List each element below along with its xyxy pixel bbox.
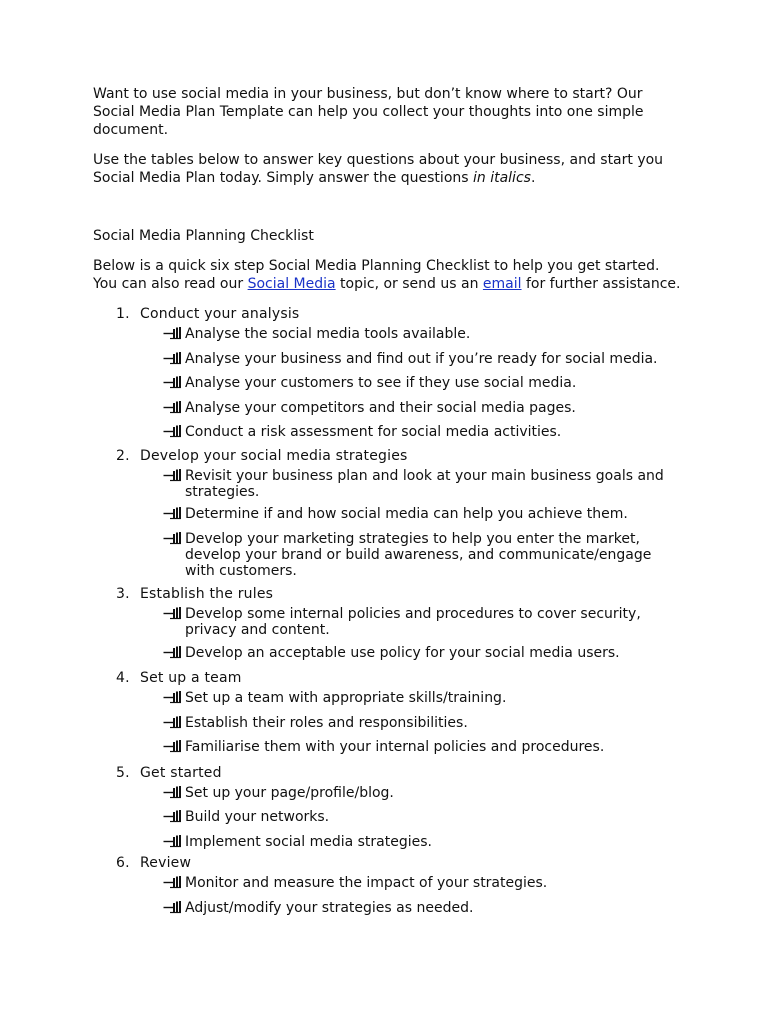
document-page xyxy=(93,85,683,924)
step-number: 2. xyxy=(116,447,130,464)
checkbox-bullet-icon xyxy=(163,691,185,709)
checklist-step xyxy=(93,447,683,579)
checklist-item-text: Adjust/modify your strategies as needed. xyxy=(185,899,474,916)
checklist-item xyxy=(163,424,683,442)
intro-paragraph-2 xyxy=(93,151,683,187)
step-items xyxy=(93,690,683,757)
checklist-item xyxy=(163,715,683,733)
checklist-description xyxy=(93,257,683,293)
checkbox-bullet-icon xyxy=(163,646,185,664)
checklist-item xyxy=(163,606,683,638)
step-number: 6. xyxy=(116,855,130,871)
checklist-item xyxy=(163,645,683,663)
checkbox-bullet-icon xyxy=(163,532,185,580)
intro-paragraph-1: Want to use social media in your business, but don’t know where to start? Our Social Media Plan Template can help you collect your thoughts into one simple document. xyxy=(93,86,644,138)
checklist-item-text: Set up your page/profile/blog. xyxy=(185,784,394,801)
checklist-item xyxy=(163,785,683,803)
checklist-item-text: Determine if and how social media can help you achieve them. xyxy=(185,506,628,522)
step-items xyxy=(93,468,683,579)
step-number: 5. xyxy=(116,764,130,781)
checklist-step xyxy=(93,585,683,663)
checkbox-bullet-icon xyxy=(163,876,185,894)
checkbox-bullet-icon xyxy=(163,507,185,525)
checkbox-bullet-icon xyxy=(163,901,185,919)
checklist-item xyxy=(163,531,683,579)
checklist-item-text: Analyse your customers to see if they use social media. xyxy=(185,375,577,391)
step-items xyxy=(93,875,683,918)
checklist-item xyxy=(163,375,683,393)
checklist-step xyxy=(93,854,683,918)
checklist-item-text: Establish their roles and responsibilities. xyxy=(185,714,468,731)
checklist-heading: Social Media Planning Checklist xyxy=(93,228,314,244)
email-link[interactable]: email xyxy=(482,276,522,292)
intro-paragraph-2-text: Use the tables below to answer key questions about your business, and start you Social Media Plan today. Simply answer the questions xyxy=(93,152,664,186)
checkbox-bullet-icon xyxy=(163,810,185,828)
step-title xyxy=(93,854,683,872)
checklist-item xyxy=(163,506,683,524)
checklist-steps xyxy=(93,305,683,918)
checkbox-bullet-icon xyxy=(163,469,185,501)
step-items xyxy=(93,606,683,663)
checklist-item-text: Analyse the social media tools available. xyxy=(185,326,471,342)
checklist-item-text: Develop an acceptable use policy for your social media users. xyxy=(185,644,620,661)
step-title-text: Review xyxy=(140,855,192,871)
checklist-step xyxy=(93,305,683,442)
checkbox-bullet-icon xyxy=(163,352,185,370)
checklist-item xyxy=(163,809,683,827)
step-number: 4. xyxy=(116,670,130,686)
checklist-item xyxy=(163,351,683,369)
checklist-item xyxy=(163,400,683,418)
step-title xyxy=(93,305,683,323)
checkbox-bullet-icon xyxy=(163,376,185,394)
step-title xyxy=(93,447,683,465)
checklist-item-text: Develop your marketing strategies to help you enter the market, develop your brand or build awareness, and communicate/engage with customers. xyxy=(185,530,652,579)
social-media-link[interactable]: Social Media xyxy=(247,276,336,292)
step-title-text: Set up a team xyxy=(140,670,242,686)
step-number: 1. xyxy=(116,306,130,322)
checklist-item xyxy=(163,900,683,918)
step-title xyxy=(93,669,683,687)
checklist-item-text: Conduct a risk assessment for social media activities. xyxy=(185,424,562,440)
description-text-end: for further assistance. xyxy=(521,276,681,292)
step-title-text: Conduct your analysis xyxy=(140,306,300,322)
checkbox-bullet-icon xyxy=(163,716,185,734)
checkbox-bullet-icon xyxy=(163,607,185,639)
step-items xyxy=(93,785,683,852)
description-text-middle: topic, or send us an xyxy=(335,276,483,292)
step-title-text: Develop your social media strategies xyxy=(140,447,408,464)
checklist-item xyxy=(163,739,683,757)
checklist-item xyxy=(163,690,683,708)
checklist-item-text: Familiarise them with your internal policies and procedures. xyxy=(185,739,605,755)
checkbox-bullet-icon xyxy=(163,835,185,853)
checklist-step xyxy=(93,764,683,852)
checklist-item-text: Set up a team with appropriate skills/training. xyxy=(185,690,507,706)
description-text-start: Below is a quick six step Social Media Planning Checklist to help you get started. You can also read our xyxy=(93,258,660,292)
checklist-item-text: Analyse your competitors and their social media pages. xyxy=(185,399,576,416)
checklist-item xyxy=(163,326,683,344)
checklist-item-text: Monitor and measure the impact of your strategies. xyxy=(185,875,548,891)
checklist-item-text: Implement social media strategies. xyxy=(185,833,432,850)
step-title-text: Establish the rules xyxy=(140,586,274,602)
intro-paragraph-2-end: . xyxy=(530,170,536,186)
checkbox-bullet-icon xyxy=(163,425,185,443)
step-title xyxy=(93,585,683,603)
intro-italic-text: in italics xyxy=(473,170,531,186)
checklist-item xyxy=(163,875,683,893)
checklist-item-text: Build your networks. xyxy=(185,809,330,825)
checkbox-bullet-icon xyxy=(163,740,185,758)
checklist-item xyxy=(163,834,683,852)
step-title xyxy=(93,764,683,782)
checklist-item xyxy=(163,468,683,500)
checklist-item-text: Develop some internal policies and procedures to cover security, privacy and content. xyxy=(185,606,641,638)
checkbox-bullet-icon xyxy=(163,401,185,419)
step-items xyxy=(93,326,683,442)
checklist-item-text: Analyse your business and find out if you’re ready for social media. xyxy=(185,350,658,367)
checklist-step xyxy=(93,669,683,757)
checklist-item-text: Revisit your business plan and look at your main business goals and strategies. xyxy=(185,467,664,500)
checkbox-bullet-icon xyxy=(163,786,185,804)
step-number: 3. xyxy=(116,586,130,602)
checkbox-bullet-icon xyxy=(163,327,185,345)
step-title-text: Get started xyxy=(140,764,222,781)
